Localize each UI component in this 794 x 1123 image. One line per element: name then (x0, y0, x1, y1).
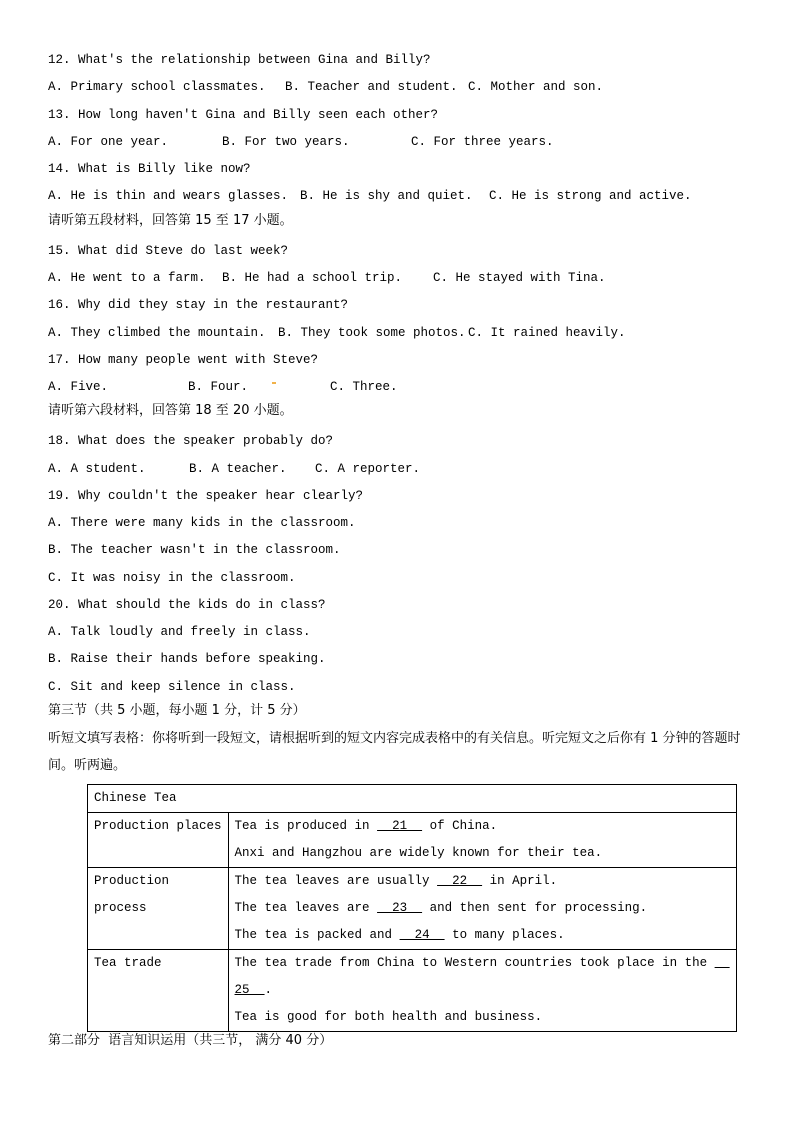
question-19-option-b[interactable]: B. The teacher wasn't in the classroom. (48, 543, 341, 557)
option-a[interactable]: A. He is thin and wears glasses. (48, 189, 289, 203)
question-20-option-a[interactable]: A. Talk loudly and freely in class. (48, 625, 311, 639)
table-row (88, 813, 737, 868)
question-14-options (48, 188, 748, 204)
stray-mark (272, 382, 276, 384)
blank-21[interactable]: 21 (377, 819, 423, 833)
question-20-option-c[interactable]: C. Sit and keep silence in class. (48, 680, 296, 694)
option-a[interactable]: A. Five. (48, 380, 109, 394)
section-6-instruction: 请听第六段材料，回答第 18 至 20 小题。 (48, 403, 293, 418)
option-a[interactable]: A. Primary school classmates. (48, 80, 266, 94)
option-c[interactable]: C. He is strong and active. (489, 189, 692, 203)
option-a[interactable]: A. For one year. (48, 135, 169, 149)
question-15-stem: 15. What did Steve do last week? (48, 244, 289, 258)
blank-23[interactable]: 23 (377, 901, 423, 915)
question-20-stem: 20. What should the kids do in class? (48, 598, 326, 612)
table-row (88, 868, 737, 950)
row-content: The tea leaves are usually 22 in April. The tea leaves are 23 and then sent for processing. The tea is packed and 24 to many places. (228, 868, 736, 950)
option-a[interactable]: A. They climbed the mountain. (48, 326, 266, 340)
question-19-stem: 19. Why couldn't the speaker hear clearly? (48, 489, 364, 503)
blank-24[interactable]: 24 (399, 928, 445, 942)
question-12-options (48, 79, 748, 95)
blank-25[interactable]: 25 (234, 983, 265, 997)
option-b[interactable]: B. He had a school trip. (222, 271, 403, 285)
row-label: Production places (88, 813, 229, 868)
question-20-option-b[interactable]: B. Raise their hands before speaking. (48, 652, 326, 666)
question-16-stem: 16. Why did they stay in the restaurant? (48, 298, 349, 312)
option-b[interactable]: B. A teacher. (189, 462, 287, 476)
option-a[interactable]: A. A student. (48, 462, 146, 476)
blank-22[interactable]: 22 (437, 874, 483, 888)
part-2-title: 第二部分 语言知识运用（共三节， 满分 40 分） (48, 1033, 333, 1048)
question-19-option-c[interactable]: C. It was noisy in the classroom. (48, 571, 296, 585)
table-row (88, 950, 737, 1032)
row-label: Tea trade (88, 950, 229, 1032)
row-content: Tea is produced in 21 of China. Anxi and Hangzhou are widely known for their tea. (228, 813, 736, 868)
row-content: The tea trade from China to Western countries took place in the 25 . Tea is good for both health and business. (228, 950, 736, 1032)
question-13-options (48, 134, 748, 150)
part-3-instruction: 听短文填写表格：你将听到一段短文，请根据听到的短文内容完成表格中的有关信息。听完短文之后你有 1 分钟的答题时间。听两遍。 (48, 731, 741, 773)
chinese-tea-table (87, 784, 737, 1032)
question-13-stem: 13. How long haven't Gina and Billy seen each other? (48, 108, 439, 122)
question-14-stem: 14. What is Billy like now? (48, 162, 251, 176)
question-17-stem: 17. How many people went with Steve? (48, 353, 319, 367)
question-18-stem: 18. What does the speaker probably do? (48, 434, 334, 448)
option-b[interactable]: B. He is shy and quiet. (300, 189, 473, 203)
question-12-stem: 12. What's the relationship between Gina and Billy? (48, 53, 431, 67)
table-heading: Chinese Tea (88, 785, 737, 813)
part-3-title: 第三节（共 5 小题，每小题 1 分，计 5 分） (48, 703, 306, 718)
option-b[interactable]: B. Teacher and student. (285, 80, 458, 94)
question-15-options (48, 270, 748, 286)
option-c[interactable]: C. He stayed with Tina. (433, 271, 606, 285)
option-c[interactable]: C. It rained heavily. (468, 326, 626, 340)
option-b[interactable]: B. For two years. (222, 135, 350, 149)
option-b[interactable]: B. Four. (188, 380, 249, 394)
option-b[interactable]: B. They took some photos. (278, 326, 466, 340)
option-c[interactable]: C. For three years. (411, 135, 554, 149)
option-c[interactable]: C. Three. (330, 380, 398, 394)
question-17-options (48, 379, 748, 395)
row-label: Production process (88, 868, 229, 950)
option-a[interactable]: A. He went to a farm. (48, 271, 206, 285)
question-18-options (48, 461, 748, 477)
question-19-option-a[interactable]: A. There were many kids in the classroom. (48, 516, 356, 530)
option-c[interactable]: C. Mother and son. (468, 80, 604, 94)
question-16-options (48, 325, 748, 341)
option-c[interactable]: C. A reporter. (315, 462, 421, 476)
blank-25-start[interactable] (715, 956, 730, 970)
section-5-instruction: 请听第五段材料，回答第 15 至 17 小题。 (48, 213, 293, 228)
